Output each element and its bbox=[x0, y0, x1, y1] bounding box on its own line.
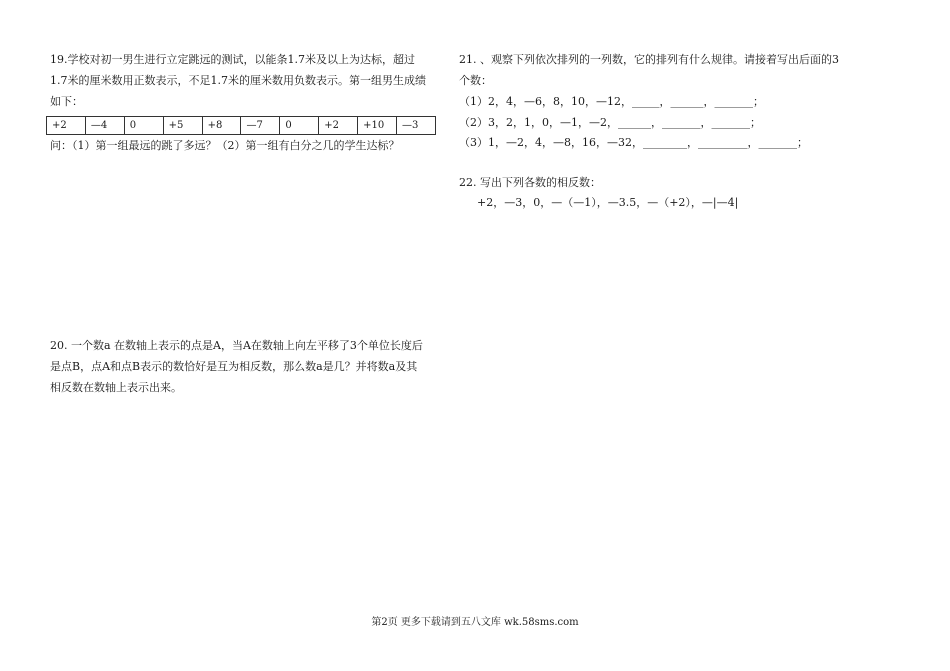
score-cell: +5 bbox=[163, 117, 202, 135]
q21-line-1: 21. 、观察下列依次排列的一列数，它的排列有什么规律。请接着写出后面的3 bbox=[459, 53, 839, 66]
score-cell: —4 bbox=[85, 117, 124, 135]
q21-line-2: 个数： bbox=[459, 74, 492, 87]
q20-line-1: 20. 一个数a 在数轴上表示的点是A，当A在数轴上向左平移了3个单位长度后 bbox=[50, 339, 423, 352]
q21-sequence-3: （3）1，—2，4，—8，16，—32，________，_________，_______； bbox=[459, 136, 808, 149]
q19-line-3: 如下： bbox=[50, 95, 83, 108]
q21-sequence-1: （1）2，4，—6，8，10，—12，_____，______，_______； bbox=[459, 95, 764, 108]
score-cell: +2 bbox=[319, 117, 358, 135]
score-cell: +10 bbox=[358, 117, 397, 135]
q22-line-1: 22. 写出下列各数的相反数： bbox=[459, 176, 601, 189]
page-footer: 第2页 更多下载请到五八文库 wk.58sms.com bbox=[371, 617, 579, 628]
q19-score-table bbox=[46, 116, 436, 135]
score-cell: 0 bbox=[280, 117, 319, 135]
q19-question: 问：（1）第一组最远的跳了多远？（2）第一组有白分之几的学生达标？ bbox=[50, 139, 400, 152]
q19-line-2: 1.7米的厘米数用正数表示，不足1.7米的厘米数用负数表示。第一组男生成绩 bbox=[50, 74, 426, 87]
score-cell: —7 bbox=[241, 117, 280, 135]
score-cell: +8 bbox=[202, 117, 241, 135]
score-cell: +2 bbox=[47, 117, 86, 135]
q19-line-1: 19.学校对初一男生进行立定跳远的测试，以能条1.7米及以上为达标，超过 bbox=[50, 53, 415, 66]
q22-line-2: +2，—3，0，—（—1），—3.5，—（+2），—|—4| bbox=[477, 196, 739, 209]
table-row bbox=[47, 117, 436, 135]
q20-line-3: 相反数在数轴上表示出来。 bbox=[50, 381, 182, 394]
score-cell: —3 bbox=[397, 117, 436, 135]
q20-line-2: 是点B，点A和点B表示的数恰好是互为相反数，那么数a是几？并将数a及其 bbox=[50, 360, 418, 373]
q21-sequence-2: （2）3，2，1，0，—1，—2，______，_______，_______； bbox=[459, 116, 761, 129]
score-cell: 0 bbox=[124, 117, 163, 135]
